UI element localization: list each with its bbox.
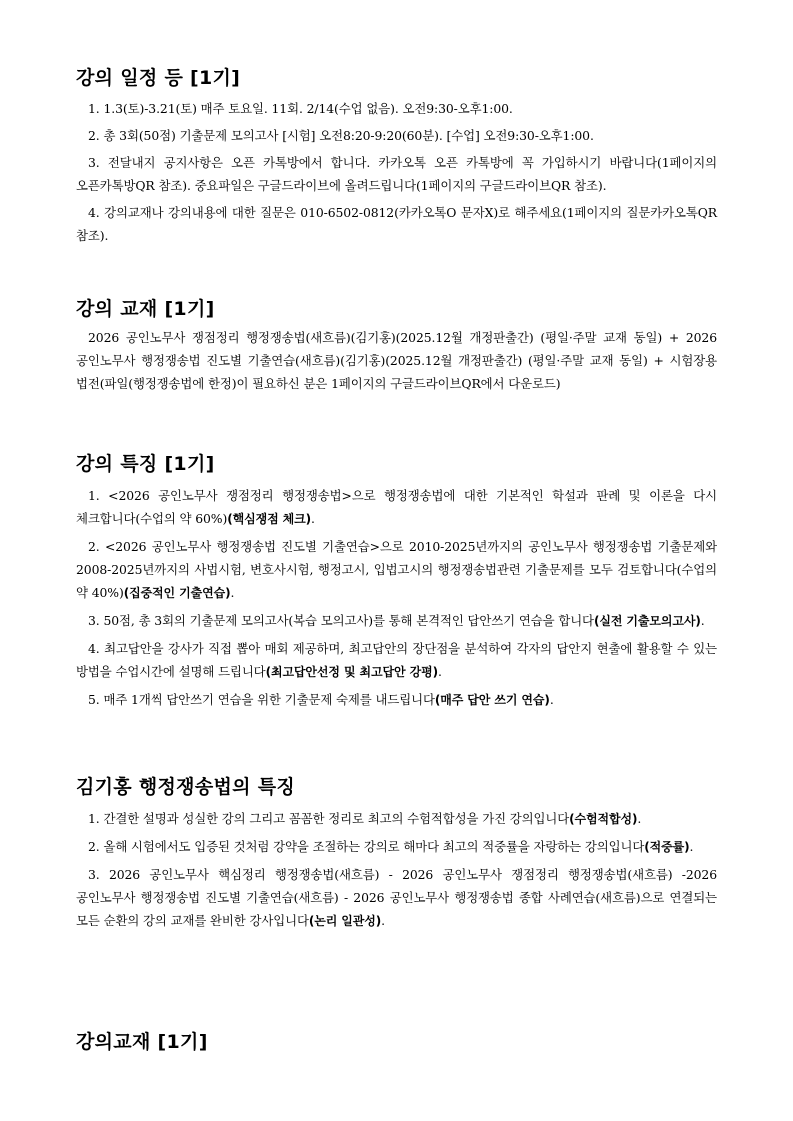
textbook2-section: [76, 1030, 717, 1054]
schedule-heading: 강의 일정 등 [1기]: [76, 67, 241, 89]
schedule-item: 3. 전달내지 공지사항은 오픈 카톡방에서 합니다. 카카오톡 오픈 카톡방에 꼭 가입하시기 바랍니다(1페이지의 오픈카톡방QR 참조). 중요파일은 구글드라이브에 올려드립니다(1페이지의 구글드라이브QR 참조).: [76, 155, 717, 193]
features-section: [76, 452, 717, 712]
schedule-item: 1. 1.3(토)-3.21(토) 매주 토요일. 11회. 2/14(수업 없음). 오전9:30-오후1:00.: [88, 101, 513, 116]
schedule-item: 2. 총 3회(50점) 기출문제 모의고사 [시험] 오전8:20-9:20(60분). [수업] 오전9:30-오후1:00.: [88, 128, 594, 143]
textbook-section: [76, 297, 717, 395]
textbook-heading: 강의 교재 [1기]: [76, 298, 215, 320]
feature-item: 1. <2026 공인노무사 쟁점정리 행정쟁송법>으로 행정쟁송법에 대한 기본적인 학설과 판례 및 이론을 다시 체크합니다(수업의 약 60%)(핵심쟁점 체크).: [76, 488, 717, 526]
feature-item: 4. 최고답안을 강사가 직접 뽑아 매회 제공하며, 최고답안의 장단점을 분석하여 각자의 답안지 현출에 활용할 수 있는 방법을 수업시간에 설명해 드립니다(최고답안선정 및 최고답안 강평).: [76, 641, 717, 679]
instructor-item: 1. 간결한 설명과 성실한 강의 그리고 꼼꼼한 정리로 최고의 수험적합성을 가진 강의입니다(수험적합성).: [88, 811, 642, 826]
schedule-item: 4. 강의교재나 강의내용에 대한 질문은 010-6502-0812(카카오톡O 문자X)로 해주세요(1페이지의 질문카카오톡QR 참조).: [76, 205, 717, 243]
instructor-item: 3. 2026 공인노무사 핵심정리 행정쟁송법(새흐름) - 2026 공인노무사 쟁점정리 행정쟁송법(새흐름) -2026 공인노무사 행정쟁송법 진도별 기출연습(새흐름) - 2026 공인노무사 행정쟁송법 종합 사례연습(새흐름)으로 연결되는 모든 순환의 강의 교재를 완비한 강사입니다(논리 일관성).: [76, 867, 717, 928]
instructor-section: [76, 775, 717, 933]
feature-item: 5. 매주 1개씩 답안쓰기 연습을 위한 기출문제 숙제를 내드립니다(매주 답안 쓰기 연습).: [88, 692, 554, 707]
feature-item: 3. 50점, 총 3회의 기출문제 모의고사(복습 모의고사)를 통해 본격적인 답안쓰기 연습을 합니다(실전 기출모의고사).: [88, 613, 705, 628]
schedule-section: [76, 66, 717, 247]
instructor-heading: 김기홍 행정쟁송법의 특징: [76, 776, 296, 798]
instructor-item: 2. 올해 시험에서도 입증된 것처럼 강약을 조절하는 강의로 해마다 최고의 적중률을 자랑하는 강의입니다(적중률).: [88, 839, 694, 854]
textbook2-heading: 강의교재 [1기]: [76, 1031, 208, 1053]
features-heading: 강의 특징 [1기]: [76, 453, 215, 475]
feature-item: 2. <2026 공인노무사 행정쟁송법 진도별 기출연습>으로 2010-2025년까지의 공인노무사 행정쟁송법 기출문제와 2008-2025년까지의 사법시험, 변호사시험, 행정고시, 입법고시의 행정쟁송법관련 기출문제를 모두 검토합니다(수업의 약 40%)(집중적인 기출연습).: [76, 539, 717, 600]
textbook-text: 2026 공인노무사 쟁점정리 행정쟁송법(새흐름)(김기홍)(2025.12월 개정판출간) (평일·주말 교재 동일) + 2026 공인노무사 행정쟁송법 진도별 기출연습(새흐름)(김기홍)(2025.12월 개정판출간) (평일·주말 교재 동일) + 시험장용 법전(파일(행정쟁송법에 한정)이 필요하신 분은 1페이지의 구글드라이브QR에서 다운로드): [76, 330, 717, 391]
